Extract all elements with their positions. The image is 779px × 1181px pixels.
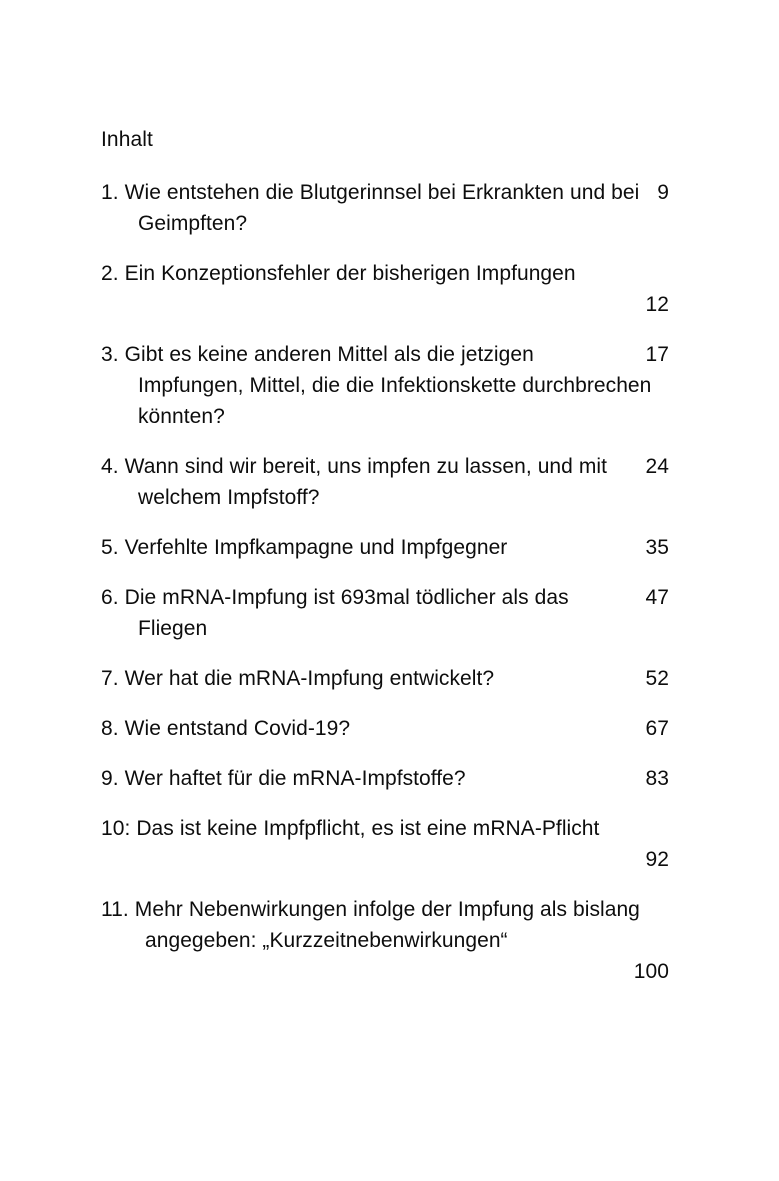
toc-entry-page-number: 12 [645, 293, 669, 316]
toc-entry[interactable] [101, 258, 669, 320]
toc-entry-title: Wer haftet für die mRNA-Impfstoffe? [124, 767, 466, 790]
toc-entry-number: 4. [101, 455, 119, 478]
toc-entry-title: Wie entstand Covid-19? [124, 717, 351, 740]
toc-entry-title: Das ist keine Impfpflicht, es ist eine mRNA-Pflicht [136, 817, 600, 840]
toc-entry[interactable] [101, 451, 669, 513]
toc-entry-number: 6. [101, 586, 119, 609]
toc-entry[interactable] [101, 663, 669, 694]
toc-entry-title: Wie entstehen die Blutgerinnsel bei Erkrankten und bei Geimpften? [124, 181, 646, 235]
toc-entry-number: 9. [101, 767, 119, 790]
toc-entry-page-number: 100 [633, 960, 669, 983]
toc-entry-body [101, 258, 669, 289]
toc-entry-page-number: 35 [645, 536, 669, 559]
toc-entry-page-number: 52 [645, 667, 669, 690]
toc-entry-title: Wer hat die mRNA-Impfung entwickelt? [124, 667, 495, 690]
toc-entry[interactable] [101, 532, 669, 563]
toc-entry-page-number: 47 [645, 586, 669, 609]
table-of-contents [101, 125, 669, 987]
toc-entry[interactable] [101, 582, 669, 644]
toc-entry-page-number: 67 [645, 717, 669, 740]
toc-entry-number: 11. [101, 898, 129, 921]
toc-entry-list [101, 177, 669, 987]
toc-entry-body [101, 339, 669, 432]
toc-entry-number: 3. [101, 343, 119, 366]
toc-entry-title: Ein Konzeptionsfehler der bisherigen Impfungen [124, 262, 576, 285]
toc-entry-page-number: 17 [645, 343, 669, 366]
toc-entry-number: 1. [101, 181, 119, 204]
toc-entry-title: Mehr Nebenwirkungen infolge der Impfung als bislang angegeben: „Kurzzeitnebenwirkungen“ [134, 898, 646, 952]
toc-entry-title: Verfehlte Impfkampagne und Impfgegner [124, 536, 508, 559]
toc-entry-page-number: 24 [645, 455, 669, 478]
toc-entry-number: 7. [101, 667, 119, 690]
toc-entry[interactable] [101, 894, 669, 987]
toc-entry-body [101, 177, 669, 239]
toc-entry-page-number: 83 [645, 767, 669, 790]
page-title: Inhalt [101, 128, 153, 151]
toc-entry-body [101, 894, 669, 956]
toc-entry-body [101, 763, 669, 794]
toc-entry-body [101, 582, 669, 644]
toc-entry-number: 2. [101, 262, 119, 285]
toc-entry[interactable] [101, 813, 669, 875]
toc-entry-page-number: 9 [657, 181, 669, 204]
toc-entry[interactable] [101, 713, 669, 744]
toc-entry-number: 8. [101, 717, 119, 740]
toc-entry-body [101, 813, 669, 844]
toc-entry-title: Wann sind wir bereit, uns impfen zu lassen, und mit welchem Impfstoff? [124, 455, 614, 509]
toc-entry-body [101, 713, 669, 744]
toc-entry-number: 5. [101, 536, 119, 559]
toc-entry-body [101, 663, 669, 694]
toc-entry-number: 10: [101, 817, 131, 840]
toc-entry[interactable] [101, 339, 669, 432]
toc-entry-page-number: 92 [645, 848, 669, 871]
toc-entry-title: Gibt es keine anderen Mittel als die jetzigen Impfungen, Mittel, die die Infektionskette durchbrechen könnten? [124, 343, 658, 428]
toc-entry[interactable] [101, 763, 669, 794]
toc-entry-body [101, 532, 669, 563]
toc-entry[interactable] [101, 177, 669, 239]
toc-entry-title: Die mRNA-Impfung ist 693mal tödlicher als das Fliegen [124, 586, 575, 640]
toc-entry-body [101, 451, 669, 513]
